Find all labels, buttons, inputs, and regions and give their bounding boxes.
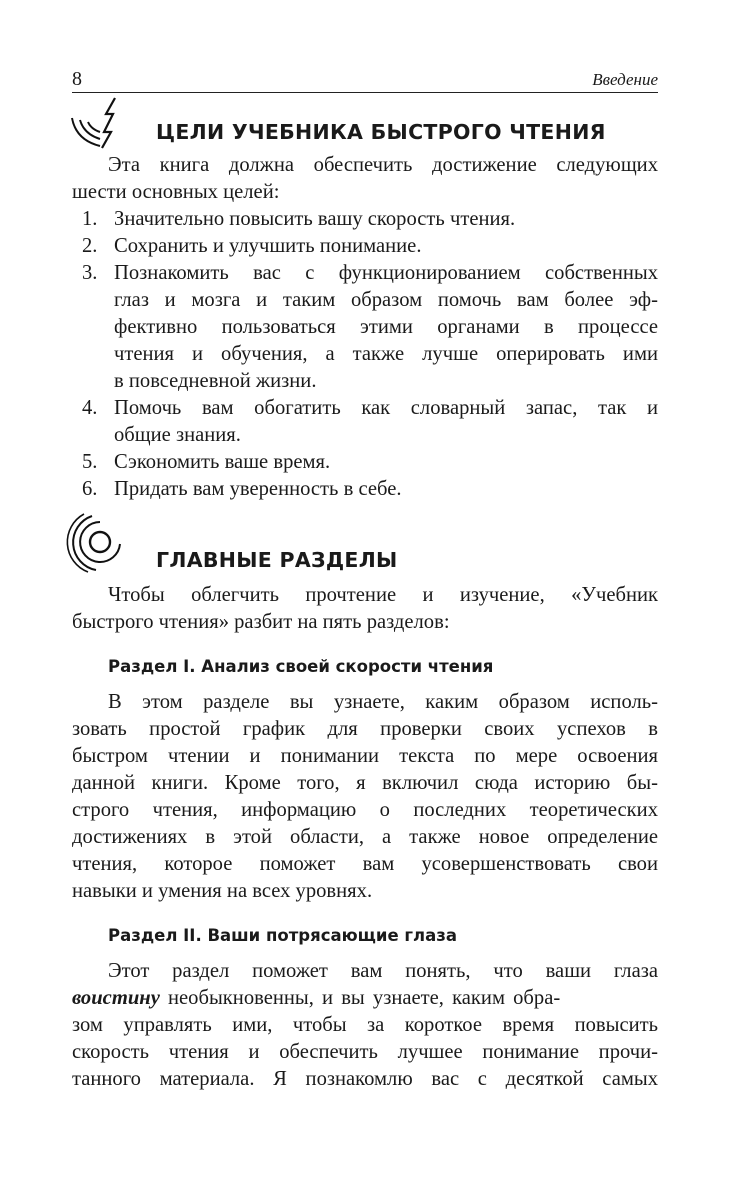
list-item-text: в повседневной жизни. — [114, 370, 317, 392]
list-item-number: 5. — [82, 451, 98, 473]
part-1-heading: Раздел I. Анализ своей скорости чтения — [108, 657, 494, 676]
list-item-text: Сэкономить ваше время. — [114, 451, 331, 473]
part-1-text-line: быстром чтении и понимании текста по мере освоения — [72, 745, 658, 767]
list-item-number: 3. — [82, 262, 98, 284]
part-2-text-span: необыкновенны, и вы узнаете, каким обра- — [159, 987, 561, 1009]
page-number: 8 — [72, 68, 82, 90]
concentric-circles-icon — [62, 510, 126, 574]
list-item-number: 4. — [82, 397, 98, 419]
part-1-text-line: данной книги. Кроме того, я включил сюда историю бы- — [72, 772, 658, 794]
parts-intro-line-1: Чтобы облегчить прочтение и изучение, «Учебник — [108, 584, 658, 606]
list-item-text: общие знания. — [114, 424, 241, 446]
goals-intro-line-2: шести основных целей: — [72, 181, 280, 203]
part-2-text-line: Этот раздел поможет вам понять, что ваши глаза — [108, 960, 658, 982]
parts-intro-line-2: быстрого чтения» разбит на пять разделов: — [72, 611, 450, 633]
section-heading-parts: ГЛАВНЫЕ РАЗДЕЛЫ — [156, 548, 398, 572]
part-1-text-line: достижениях в этой области, а также новое определение — [72, 826, 658, 848]
list-item-text: Сохранить и улучшить понимание. — [114, 235, 422, 257]
part-1-text-line: зовать простой график для проверки своих успехов в — [72, 718, 658, 740]
list-item-text: Помочь вам обогатить как словарный запас, так и — [114, 397, 658, 419]
lightning-icon — [66, 96, 132, 150]
goals-intro-line-1: Эта книга должна обеспечить достижение следующих — [108, 154, 658, 176]
part-1-text-line: чтения, которое поможет вам усовершенствовать свои — [72, 853, 658, 875]
list-item-text: Придать вам уверенность в себе. — [114, 478, 402, 500]
list-item-text: Значительно повысить вашу скорость чтения. — [114, 208, 516, 230]
part-2-text-line: скорость чтения и обеспечить лучшее понимание прочи- — [72, 1041, 658, 1063]
part-2-text-line: танного материала. Я познакомлю вас с десяткой самых — [72, 1068, 658, 1090]
running-title: Введение — [592, 70, 658, 89]
part-1-text-line: навыки и умения на всех уровнях. — [72, 880, 373, 902]
section-heading-goals: ЦЕЛИ УЧЕБНИКА БЫСТРОГО ЧТЕНИЯ — [156, 120, 606, 144]
list-item-number: 2. — [82, 235, 98, 257]
list-item-text: фективно пользоваться этими органами в процессе — [114, 316, 658, 338]
emphasis-word: воистину — [72, 987, 160, 1009]
part-2-text-line — [72, 985, 658, 1012]
part-1-text-line: В этом разделе вы узнаете, каким образом исполь- — [108, 691, 658, 713]
list-item-number: 6. — [82, 478, 98, 500]
list-item-text: глаз и мозга и таким образом помочь вам более эф- — [114, 289, 658, 311]
list-item-text: чтения и обучения, а также лучше оперировать ими — [114, 343, 658, 365]
running-head — [72, 64, 658, 93]
part-2-heading: Раздел II. Ваши потрясающие глаза — [108, 926, 457, 945]
list-item-number: 1. — [82, 208, 98, 230]
list-item-text: Познакомить вас с функционированием собственных — [114, 262, 658, 284]
part-2-text-line: зом управлять ими, чтобы за короткое время повысить — [72, 1014, 658, 1036]
part-1-text-line: строго чтения, информацию о последних теоретических — [72, 799, 658, 821]
